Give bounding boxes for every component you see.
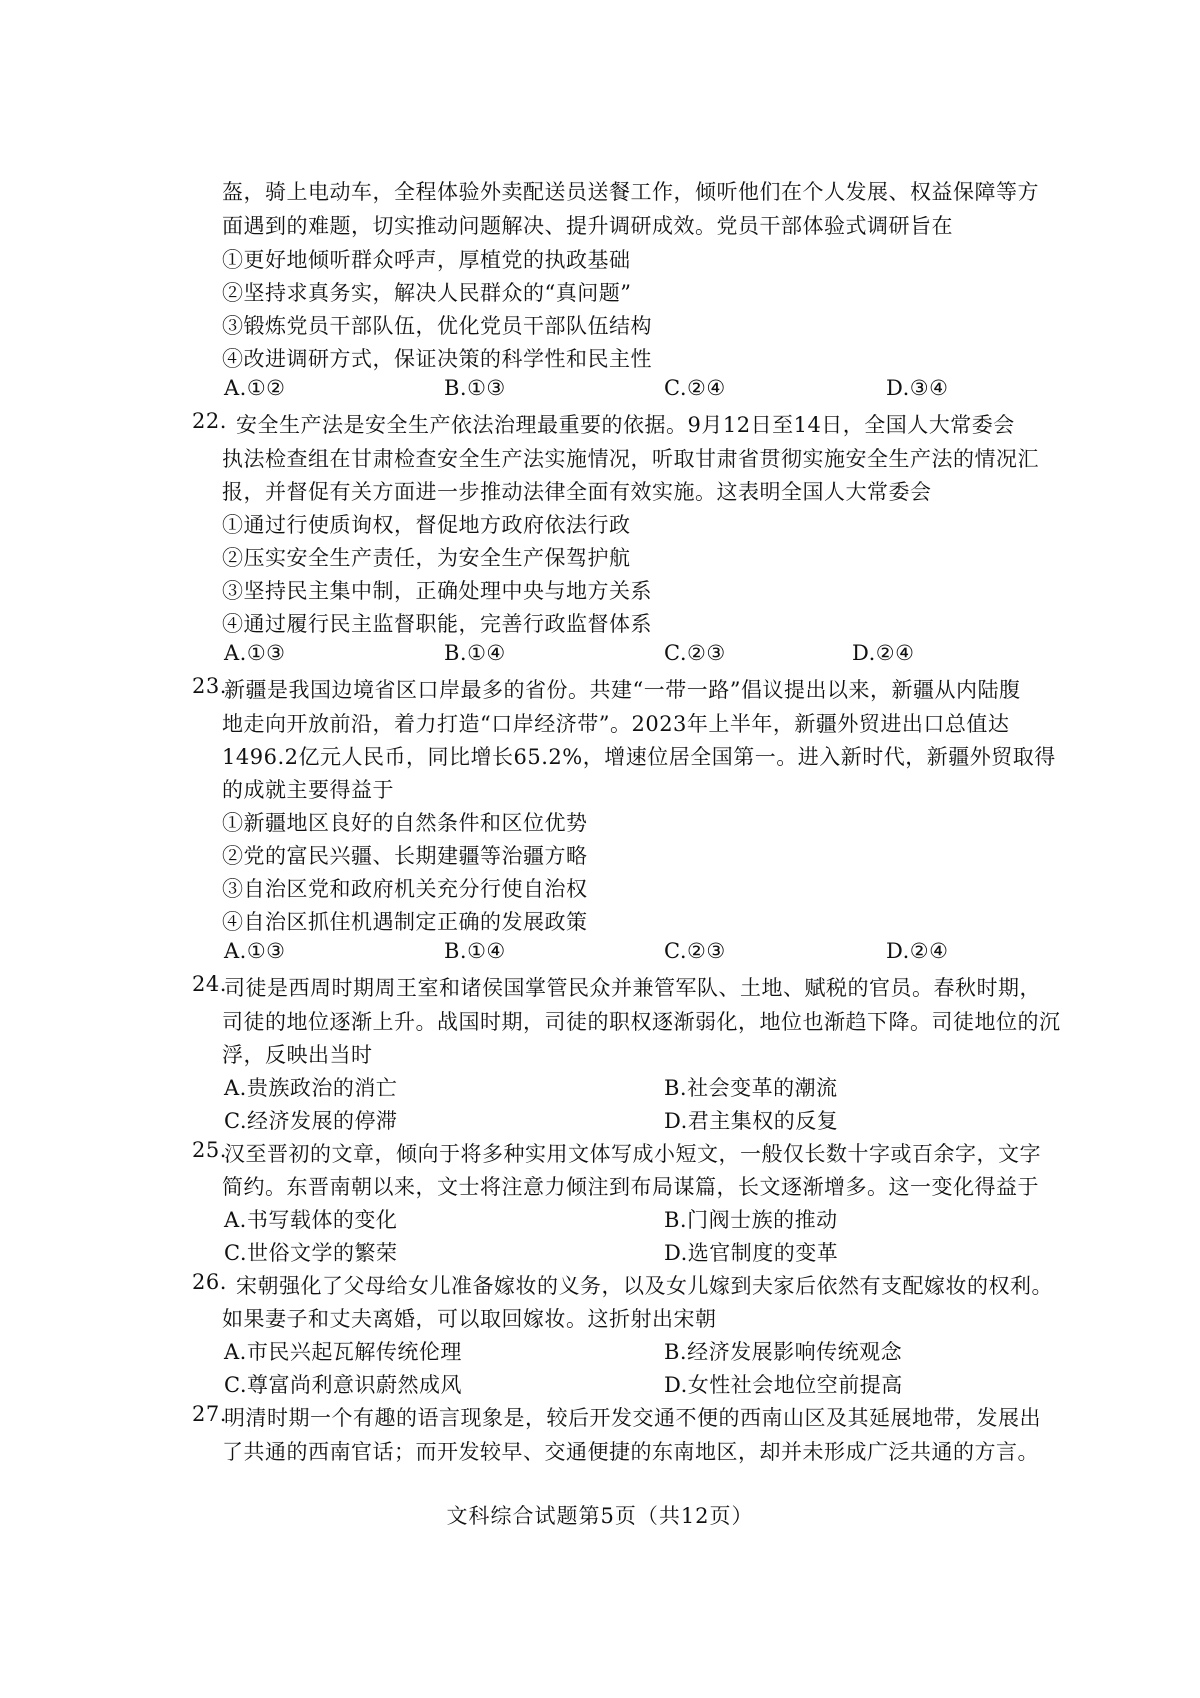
q24-option-c: C.经济发展的停滞: [224, 1109, 398, 1133]
q21-item-4: ④改进调研方式，保证决策的科学性和民主性: [222, 347, 652, 371]
q23-item-2: ②党的富民兴疆、长期建疆等治疆方略: [222, 844, 588, 868]
q24-option-b: B.社会变革的潮流: [664, 1076, 838, 1100]
q26-option-b: B.经济发展影响传统观念: [664, 1340, 903, 1364]
q26-option-a: A.市民兴起瓦解传统伦理: [224, 1340, 462, 1364]
q25-option-c: C.世俗文学的繁荣: [224, 1241, 398, 1265]
q22-option-d: D.②④: [852, 641, 915, 665]
q24-option-d: D.君主集权的反复: [664, 1109, 839, 1133]
q25-number: 25.: [192, 1138, 227, 1162]
q22-item-1: ①通过行使质询权，督促地方政府依法行政: [222, 513, 631, 537]
q24-stem-line-1: 司徒是西周时期周王室和诸侯国掌管民众并兼管军队、土地、赋税的官员。春秋时期，: [224, 976, 1041, 1000]
q21-option-c: C.②④: [664, 376, 726, 400]
q21-item-3: ③锻炼党员干部队伍，优化党员干部队伍结构: [222, 314, 652, 338]
q22-item-2: ②压实安全生产责任，为安全生产保驾护航: [222, 546, 631, 570]
q23-item-4: ④自治区抓住机遇制定正确的发展政策: [222, 910, 588, 934]
q22-option-c: C.②③: [664, 641, 726, 665]
q23-stem-line-2: 地走向开放前沿，着力打造“口岸经济带”。2023年上半年，新疆外贸进出口总值达: [222, 712, 1010, 736]
q23-item-3: ③自治区党和政府机关充分行使自治权: [222, 877, 588, 901]
q27-stem-line-1: 明清时期一个有趣的语言现象是，较后开发交通不便的西南山区及其延展地带，发展出: [224, 1406, 1041, 1430]
q24-option-a: A.贵族政治的消亡: [224, 1076, 398, 1100]
q25-stem-line-1: 汉至晋初的文章，倾向于将多种实用文体写成小短文，一般仅长数十字或百余字，文字: [224, 1142, 1041, 1166]
q22-option-b: B.①④: [444, 641, 506, 665]
q23-item-1: ①新疆地区良好的自然条件和区位优势: [222, 811, 588, 835]
q23-option-a: A.①③: [224, 939, 286, 963]
q23-option-c: C.②③: [664, 939, 726, 963]
q22-option-a: A.①③: [224, 641, 286, 665]
q21-stem-line-1: 盔，骑上电动车，全程体验外卖配送员送餐工作，倾听他们在个人发展、权益保障等方: [222, 180, 1039, 204]
q23-number: 23.: [192, 674, 227, 698]
q27-number: 27.: [192, 1402, 227, 1426]
q27-stem-line-2: 了共通的西南官话；而开发较早、交通便捷的东南地区，却并未形成广泛共通的方言。: [222, 1440, 1039, 1464]
q21-stem-line-2: 面遇到的难题，切实推动问题解决、提升调研成效。党员干部体验式调研旨在: [222, 214, 953, 238]
q22-stem-line-1: 安全生产法是安全生产依法治理最重要的依据。9月12日至14日，全国人大常委会: [236, 413, 1015, 437]
q21-option-d: D.③④: [886, 376, 949, 400]
q23-stem-line-1: 新疆是我国边境省区口岸最多的省份。共建“一带一路”倡议提出以来，新疆从内陆腹: [224, 678, 1021, 702]
q24-stem-line-3: 浮，反映出当时: [222, 1043, 373, 1067]
q22-stem-line-2: 执法检查组在甘肃检查安全生产法实施情况，听取甘肃省贯彻实施安全生产法的情况汇: [222, 447, 1039, 471]
q22-number: 22.: [192, 409, 227, 433]
page-footer: 文科综合试题第5页（共12页）: [446, 1504, 754, 1528]
q26-number: 26.: [192, 1270, 227, 1294]
q26-option-d: D.女性社会地位空前提高: [664, 1373, 903, 1397]
q23-stem-line-3: 1496.2亿元人民币，同比增长65.2%，增速位居全国第一。进入新时代，新疆外贸取得: [222, 745, 1056, 769]
q24-number: 24.: [192, 972, 227, 996]
q21-item-1: ①更好地倾听群众呼声，厚植党的执政基础: [222, 248, 631, 272]
q23-stem-line-4: 的成就主要得益于: [222, 778, 394, 802]
q26-option-c: C.尊富尚利意识蔚然成风: [224, 1373, 462, 1397]
q26-stem-line-2: 如果妻子和丈夫离婚，可以取回嫁妆。这折射出宋朝: [222, 1307, 717, 1331]
q22-item-4: ④通过履行民主监督职能，完善行政监督体系: [222, 612, 652, 636]
q26-stem-line-1: 宋朝强化了父母给女儿准备嫁妆的义务，以及女儿嫁到夫家后依然有支配嫁妆的权利。: [236, 1274, 1053, 1298]
q22-stem-line-3: 报，并督促有关方面进一步推动法律全面有效实施。这表明全国人大常委会: [222, 480, 932, 504]
q21-item-2: ②坚持求真务实，解决人民群众的“真问题”: [222, 281, 632, 305]
q22-item-3: ③坚持民主集中制，正确处理中央与地方关系: [222, 579, 652, 603]
q21-option-a: A.①②: [224, 376, 286, 400]
q25-option-a: A.书写载体的变化: [224, 1208, 398, 1232]
q25-stem-line-2: 简约。东晋南朝以来，文士将注意力倾注到布局谋篇，长文逐渐增多。这一变化得益于: [222, 1175, 1039, 1199]
q23-option-b: B.①④: [444, 939, 506, 963]
q25-option-d: D.选官制度的变革: [664, 1241, 839, 1265]
q23-option-d: D.②④: [886, 939, 949, 963]
q21-option-b: B.①③: [444, 376, 506, 400]
q24-stem-line-2: 司徒的地位逐渐上升。战国时期，司徒的职权逐渐弱化，地位也渐趋下降。司徒地位的沉: [222, 1010, 1061, 1034]
q25-option-b: B.门阀士族的推动: [664, 1208, 838, 1232]
